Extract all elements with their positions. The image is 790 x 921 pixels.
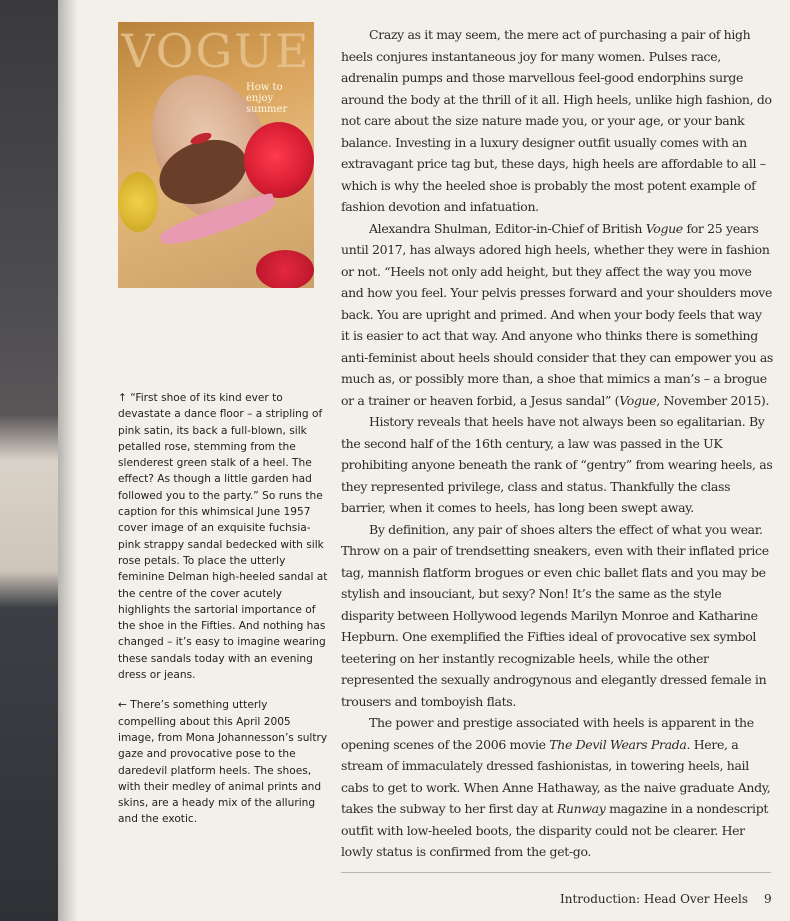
paragraph-2-text-a: Alexandra Shulman, Editor-in-Chief of British: [369, 220, 646, 236]
paragraph-5-text-a: The power and prestige associated with heels is apparent in the opening scenes of the 2006 movie: [341, 715, 754, 752]
red-rose: [244, 122, 314, 198]
page-number: 9: [764, 892, 772, 906]
paragraph-5-magazine: Runway: [556, 801, 606, 816]
caption-cover: ↑ “First shoe of its kind ever to devastate a dance floor – a stripling of pink satin, its back a full-blown, silk petalled rose, stemming from the slenderest green stalk of a heel. The effect? As though a little garden had followed you to the party.” So runs the caption for this whimsical June 1957 cover image of an exquisite fuchsia-pink strappy sandal bedecked with silk rose petals. To place the utterly feminine Delman high-heeled sandal at the centre of the cover acutely highlights the sartorial importance of the shoe in the Fifties. And nothing has changed – it’s easy to imagine wearing these sandals today with an evening dress or jeans.: [118, 392, 328, 682]
yellow-flower: [118, 172, 158, 232]
article-body: [341, 24, 773, 863]
running-footer-title: Introduction: Head Over Heels: [560, 892, 749, 906]
paragraph-4: By definition, any pair of shoes alters the effect of what you wear. Throw on a pair of trendsetting sneakers, even with their inflated price tag, mannish flatform brogues or even chic ballet flats and you may be stylish and insouciant, but sexy? Non! It’s the same as the style disparity between Hollywood legends Marilyn Monroe and Katharine Hepburn. One exemplified the Fifties ideal of provocative sex symbol teetering on her instantly recognizable heels, while the other represented the sexually androgynous and elegantly dressed female in trousers and tomboyish flats.: [341, 521, 769, 709]
gutter-shadow: [58, 0, 78, 921]
caption-photo: ← There’s something utterly compelling about this April 2005 image, from Mona Johannesson’s sultry gaze and provocative pose to the daredevil platform heels. The shoes, with their medley of animal prints and skins, are a heady mix of the alluring and the exotic.: [118, 699, 328, 826]
paragraph-5-text-b: . Here, a stream of immaculately dressed fashionistas, in towering heels, hail cabs to get to work. When Anne Hathaway, as the naive graduate Andy, takes the subway to her first day at: [341, 736, 771, 816]
paragraph-2-text-b: for 25 years until 2017, has always adored high heels, whether they were in fashion or not. “Heels not only add height, but they affect the way you move and how you feel. Your pelvis presses forward and your shoulders move back. You are upright and primed. And when your body feels that way it is easier to act that way. And anyone who thinks there is something anti-feminist about heels should consider that they can empower you as much as, or possibly more than, a shoe that mimics a man’s – a brogue or a trainer or heaven forbid, a Jesus sandal” (: [341, 220, 774, 408]
cover-masthead: VOGUE: [121, 24, 311, 78]
paragraph-3: History reveals that heels have not always been so egalitarian. By the second half of the 16th century, a law was passed in the UK prohibiting anyone beneath the rank of “gentry” from wearing heels, as they represented privilege, class and status. Thankfully the class barrier, when it comes to heels, has long been swept away.: [341, 414, 773, 515]
paragraph-1: Crazy as it may seem, the mere act of purchasing a pair of high heels conjures instantaneous joy for many women. Pulses race, adrenalin pumps and those marvellous feel-good endorphins surge around the body at the thrill of it all. High heels, unlike high fashion, do not care about the size nature made you, or your age, or your bank balance. Investing in a luxury designer outfit usually comes with an extravagant price tag but, these days, high heels are affordable to all – which is why the heeled shoe is probably the most potent example of fashion devotion and infatuation.: [341, 27, 772, 214]
paragraph-2-text-c: , November 2015).: [656, 392, 770, 408]
adjacent-page-photo: [0, 0, 58, 921]
image-captions: [118, 390, 328, 842]
paragraph-2: [341, 218, 773, 412]
paragraph-2-vogue-2: Vogue: [619, 392, 657, 408]
paragraph-5-movie-title: The Devil Wears Prada: [549, 736, 687, 752]
paragraph-5: [341, 712, 773, 863]
vogue-cover-image: [118, 22, 314, 288]
paragraph-5-text-c: magazine in a nondescript outfit with low-heeled boots, the disparity could not be clearer. Her lowly status is confirmed from the get-go.: [341, 801, 769, 859]
paragraph-2-vogue: Vogue: [645, 220, 683, 236]
red-rose-lower: [256, 250, 314, 288]
footer-rule: [341, 872, 771, 873]
cover-tagline: How to enjoy summer: [246, 82, 288, 115]
